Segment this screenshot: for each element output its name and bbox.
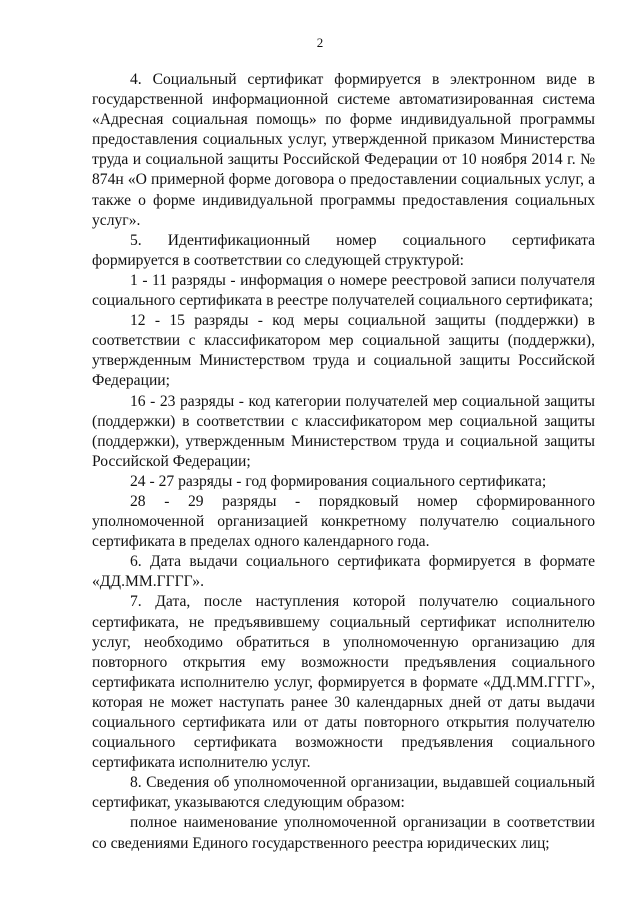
- page-number: 2: [316, 35, 324, 50]
- id-digits-28-29: 28 - 29 разряды - порядковый номер сформированного уполномоченной организацией конкретному получателю социального сертификата в пределах одного календарного года.: [92, 492, 595, 551]
- paragraph-6-issue-date: 6. Дата выдачи социального сертификата формируется в формате «ДД.ММ.ГГГГ».: [92, 553, 595, 591]
- id-digits-1-11: 1 - 11 разряды - информация о номере реестровой записи получателя социального сертификата в реестре получателей социального сертификата;: [92, 271, 595, 310]
- id-digits-24-27: 24 - 27 разряды - год формирования социального сертификата;: [130, 472, 547, 490]
- organization-full-name-item: полное наименование уполномоченной организации в соответствии со сведениями Единого государственного реестра юридических лиц;: [92, 814, 595, 852]
- paragraph-8-organization-info: 8. Сведения об уполномоченной организации, выдавшей социальный сертификат, указываются следующим образом:: [92, 774, 595, 812]
- paragraph-7-reopen-date: 7. Дата, после наступления которой получателю социального сертификата, не предъявившему социальный сертификат исполнителю услуг, необходимо обратиться в уполномоченную организацию для повторного открытия ему возможности предъявления социального сертификата исполнителю услуг, формируется в формате «ДД.ММ.ГГГГ», которая не может наступать ранее 30 календарных дней от даты выдачи социального сертификата или от даты повторного открытия получателю социального сертификата возможности предъявления социального сертификата исполнителю услуг.: [92, 593, 595, 772]
- id-digits-12-15: 12 - 15 разряды - код меры социальной защиты (поддержки) в соответствии с классификатором мер социальной защиты (поддержки), утвержденным Министерством труда и социальной защиты Российской Федерации;: [92, 312, 595, 390]
- id-digits-16-23: 16 - 23 разряды - код категории получателей мер социальной защиты (поддержки) в соответствии с классификатором мер социальной защиты (поддержки), утвержденным Министерством труда и социальной защиты Российской Федерации;: [92, 392, 595, 470]
- paragraph-4-certificate-formation: 4. Социальный сертификат формируется в электронном виде в государственной информационной системе автоматизированная система «Адресная социальная помощь» по форме индивидуальной программы предоставления социальных услуг, утвержденной приказом Министерства труда и социальной защиты Российской Федерации от 10 ноября 2014 г. № 874н «О примерной форме договора о предоставлении социальных услуг, а также о форме индивидуальной программы предоставления социальных услуг».: [92, 71, 595, 229]
- paragraph-5-id-number-structure: 5. Идентификационный номер социального сертификата формируется в соответствии со следующей структурой:: [92, 231, 595, 269]
- document-body: [92, 70, 595, 854]
